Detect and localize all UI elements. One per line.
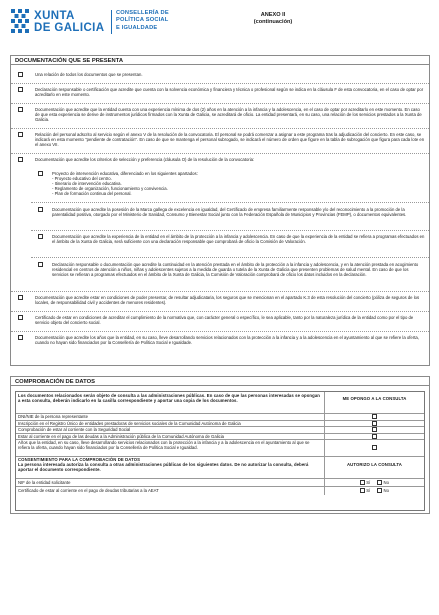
org-name [34, 10, 104, 34]
authorize-header: AUTORIZO LA CONSULTA [324, 457, 424, 478]
doc-checkbox[interactable] [18, 335, 23, 340]
table-row [16, 479, 424, 487]
doc-item-text: Documentación que acredite estar en condiciones de poder presentar, de resultar adjudicataria, los seguros que se mencionan en el apartado K.3 de esta resolución del concierto (póliza de seguros de los locales, de responsabilidad civil y accidentes de menores residentes). [35, 295, 420, 306]
divider [11, 311, 429, 312]
doc-checkbox[interactable] [38, 207, 43, 212]
divider [11, 83, 429, 84]
divider [31, 257, 429, 258]
bullet-item: - Reglamento de organización, funcionamiento y convivencia. [52, 186, 168, 192]
annex-title: ANEXO II [260, 12, 286, 18]
no-label: No [383, 480, 389, 485]
data-verification-section [10, 376, 430, 514]
doc-item-text: Documentación que acredite la posesión de la Marca gallega de excelencia en igualdad, del Certificado de empresa familiarmente responsable y/o del reconocimiento a la promoción de la parentalidad positiva, otorgado por el Ministerio de Sanidad, Consumo y Bienestar Social junto con la Federación Española de Municipios y Provincias (FEMP), o documentos equivalentes. [52, 207, 407, 218]
consent-text [18, 457, 322, 478]
oppose-cell [324, 421, 424, 427]
consent-body: La persona interesada autoriza la consulta a otras administraciones públicas de los siguientes datos. De no autorizar la consulta, deberá aportar el documento correspondiente. [18, 462, 309, 473]
divider [11, 103, 429, 104]
row-label: Inscripción en el Registro Único de entidades prestadoras de servicios sociales de la Comunidad Autónoma de Galicia [18, 420, 241, 426]
doc-item-text: Declaración responsable o documentación que acredite la continuidad en la atención prestada en el ámbito de la protección a la infancia y adolescencia, y en la atención prestada en acogimiento residencial en centros de atención a niños, niñas y adolescentes sujetos a la medida de guarda o tutela de la Xunta de Galicia que presenten problemas de salud mental. En caso de que los servicios se refieran a programas efectuados en el ámbito de la Xunta de Galicia, la Comisión de Valoración comprobará de oficio los datos incluidos en la declaración. [52, 262, 419, 278]
doc-item-text [52, 171, 425, 196]
divider [31, 230, 429, 231]
consent-title: CONSENTIMIENTO PARA LA COMPROBACIÓN DE DATOS [18, 457, 141, 462]
row-label: Estar al corriente en el pago de las deudas a la Administración pública de la Comunidad Autónoma de Galicia [18, 433, 225, 439]
row-label: NIF de la entidad solicitante [18, 480, 71, 485]
doc-checkbox[interactable] [38, 262, 43, 267]
dept-line1: CONSELLERÍA DE [116, 10, 169, 16]
doc-item-text: Una relación de todos los documentos que se presentan. [35, 72, 143, 77]
table-row [16, 440, 424, 457]
bullet-item: - Plan de formación continua del personal. [52, 191, 132, 197]
row-label: Comprobación de estar al corriente con la Seguridad Social [18, 427, 131, 432]
yes-label: Sí [366, 488, 371, 493]
yes-no-cell [324, 487, 424, 495]
no-checkbox[interactable] [377, 480, 382, 485]
doc-checkbox[interactable] [18, 107, 23, 112]
dept-line2: POLÍTICA SOCIAL [116, 17, 169, 24]
doc-checkbox[interactable] [38, 234, 43, 239]
org-name-line1: XUNTA [34, 10, 75, 22]
xunta-logo-icon [10, 8, 30, 34]
department-name [116, 10, 169, 32]
oppose-checkbox[interactable] [372, 434, 377, 439]
oppose-checkbox[interactable] [372, 414, 377, 419]
oppose-checkbox[interactable] [372, 421, 377, 426]
annex-subtitle: (continuación) [253, 19, 293, 25]
documentation-section [10, 55, 430, 366]
consent-row [16, 457, 424, 479]
doc-checkbox[interactable] [18, 72, 23, 77]
oppose-checkbox[interactable] [372, 445, 377, 450]
yes-checkbox[interactable] [360, 488, 365, 493]
verification-table [15, 391, 425, 511]
doc-checkbox[interactable] [18, 315, 23, 320]
intro-text: Los documentos relacionados serán objeto de consulta a las administraciones públicas. En caso de que las personas interesadas se opongan a esta consulta, deberán indicarlo en la casilla correspondiente y aportar una copia de los documentos. [18, 393, 320, 404]
divider [11, 153, 429, 154]
yes-label: Sí [366, 480, 371, 485]
doc-item-text: Certificado de estar en condiciones de acreditar el cumplimiento de la normativa que, con carácter general o específico, le sea aplicable, tanto por la naturaleza jurídica de la entidad como por el tipo de servicio objeto del concierto social. [35, 315, 414, 326]
doc-checkbox[interactable] [18, 295, 23, 300]
no-checkbox[interactable] [377, 488, 382, 493]
doc-checkbox[interactable] [18, 132, 23, 137]
table-row [16, 487, 424, 495]
oppose-cell [324, 434, 424, 440]
divider [11, 331, 429, 332]
intro-row [16, 392, 424, 414]
yes-checkbox[interactable] [360, 480, 365, 485]
oppose-cell [324, 427, 424, 433]
oppose-cell [324, 414, 424, 420]
oppose-checkbox[interactable] [372, 427, 377, 432]
dept-line3: E IGUALDADE [116, 24, 158, 31]
row-label: DNI/NIE de la persona representante [18, 414, 88, 419]
doc-item-text: Documentación que acredite que la entidad cuenta con una experiencia mínima de dos (2) años en la atención a la infancia y la adolescencia, en el caso de optar por acreditarlo en este momento. En caso de que esta experiencia se derive de instrumentos jurídicos firmados con la Xunta de Galicia, se acreditará de oficio. La entidad presentará, en su caso, una relación de los servicios prestados a la Xunta de Galicia. [35, 107, 422, 123]
proyecto-label: Proyecto de intervención educativa, diferenciado en los siguientes apartados: [52, 171, 198, 176]
yes-no-cell [324, 479, 424, 486]
divider [11, 128, 429, 129]
bullet-item: - Proyecto educativo del centro. [52, 176, 112, 182]
oppose-header: ME OPONGO A LA CONSULTA [324, 392, 424, 413]
documentation-title: DOCUMENTACIÓN QUE SE PRESENTA [11, 56, 429, 65]
oppose-cell [324, 440, 424, 456]
doc-item-text: Declaración responsable o certificación que acredite que cuenta con la solvencia económica y financiera y técnica o profesional según se indica en la cláusula F de esta convocatoria, en el caso de optar por acreditarlo en este momento. [35, 87, 424, 98]
doc-checkbox[interactable] [18, 157, 23, 162]
page-header [10, 8, 430, 42]
no-label: No [383, 488, 389, 493]
row-label: Certificado de estar al corriente en el pago de deudas tributarias a la AEAT [18, 488, 159, 493]
bullet-item: - Itinerario de intervención educativa. [52, 181, 122, 187]
doc-checkbox[interactable] [18, 87, 23, 92]
org-name-line2: DE GALICIA [34, 22, 105, 34]
doc-item-text: Relación del personal adscrito al servicio según el anexo V de la resolución de la convocatoria. El personal se podrá comenzar a asignar a este programa tras la adjudicación del concierto. En este caso, se indicará en esta momento "pendiente de contratación". En caso de que se mantenga el personal subrogado, se indicará el número de orden que figure en la tabla de subrogación que figura para cada lote en el anexo VII. [35, 132, 425, 148]
row-label: Años que la entidad, en su caso, lleve desarrollando servicios relacionados con la protección a la infancia y a la adolescencia en el ayuntamiento al que se refiera la oferta, cuando hayan sido financiados por la Consellería de Política Social e Igualdad. [18, 440, 310, 451]
divider [31, 202, 429, 203]
doc-item-text: Documentación que acredite los años que la entidad, en su caso, lleve desarrollando servicios relacionados con la protección a la infancia y a la adolescencia en el ayuntamiento al que se refiere la oferta, cuando no hayan sido financiados por la Consellería de Política Social e Igualdade. [35, 335, 419, 346]
doc-checkbox[interactable] [38, 171, 43, 176]
divider [11, 291, 429, 292]
proyecto-bullets [52, 176, 425, 196]
doc-item-text: Documentación que acredite los criterios de selección y preferencia (cláusula O) de la resolución de la convocatoria: [35, 157, 255, 162]
header-divider [111, 10, 112, 34]
verification-title: COMPROBACIÓN DE DATOS [11, 377, 429, 386]
doc-item-text: Documentación que acredite la experiencia de la entidad en el ámbito de la protección a la infancia y adolescencia. En caso de que la experiencia de la entidad se refiera a programas efectuados en el ámbito de la Xunta de Galicia, será suficiente con una declaración responsable que comprobará de oficio la Comisión de Valoración. [52, 234, 425, 245]
annex-label [248, 12, 298, 26]
